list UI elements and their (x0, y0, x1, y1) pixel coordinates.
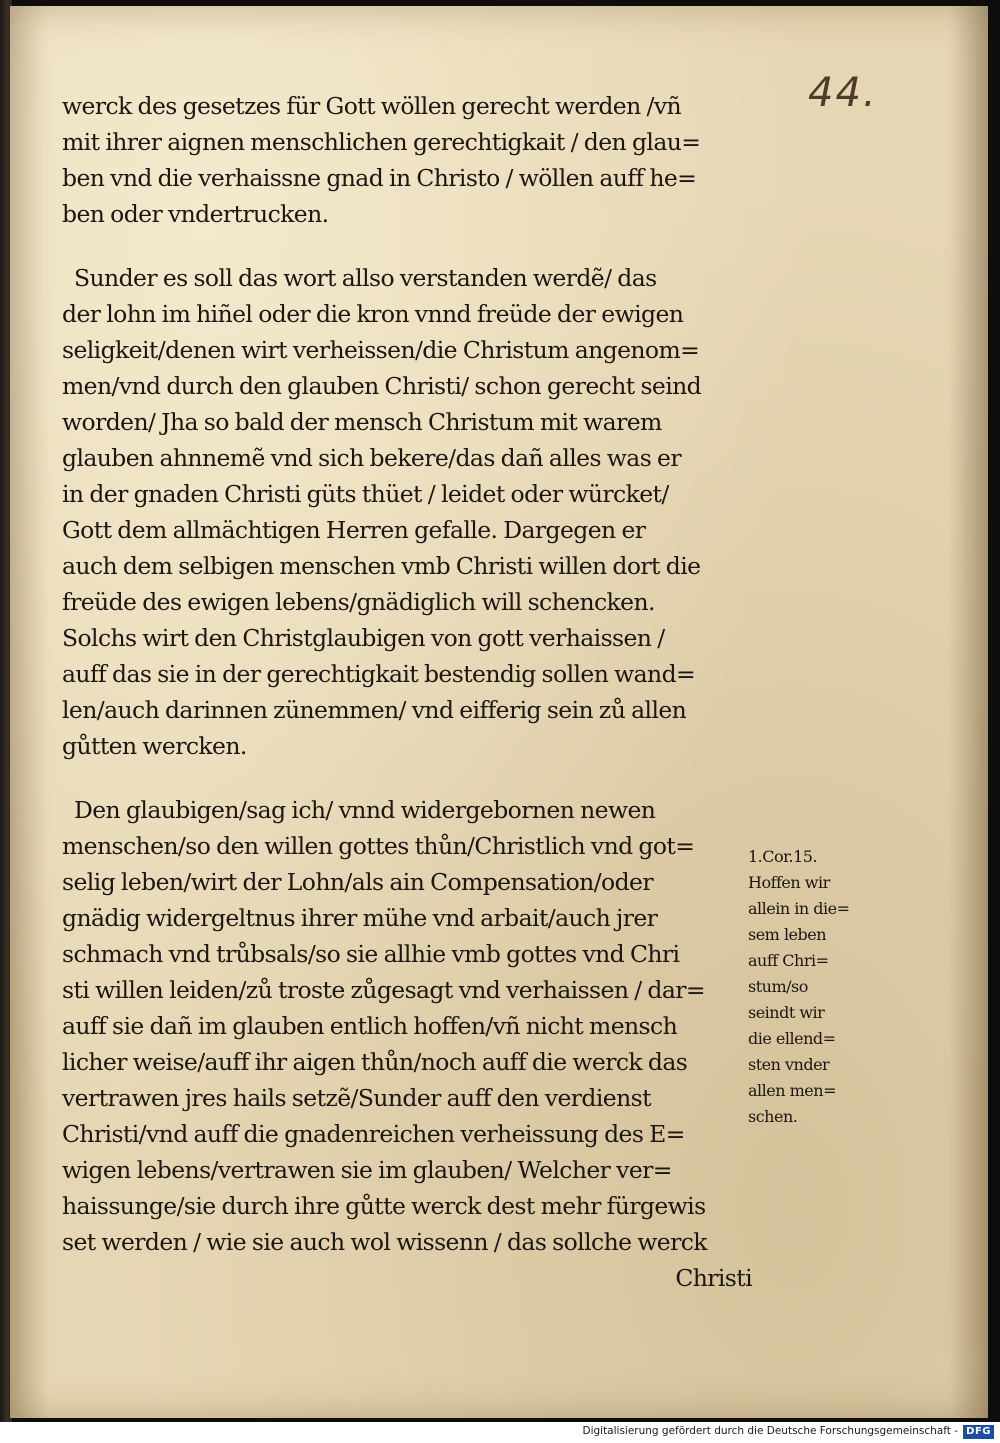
margin-note-line: schen. (748, 1107, 798, 1126)
paragraph (62, 792, 752, 1296)
text-line: freüde des ewigen lebens/gnädiglich will schencken. (62, 588, 655, 616)
text-line: len/auch darinnen zünemmen/ vnd eifferig sein zů allen (62, 696, 687, 724)
text-line: glauben ahnnemẽ vnd sich bekere/das dañ alles was er (62, 444, 681, 472)
margin-note-line: sem leben (748, 925, 827, 944)
text-line: Gott dem allmächtigen Herren gefalle. Dargegen er (62, 516, 646, 544)
margin-note-line: seindt wir (748, 1003, 825, 1022)
text-line: Solchs wirt den Christglaubigen von gott verhaissen / (62, 624, 665, 652)
text-line: auch dem selbigen menschen vmb Christi willen dort die (62, 552, 701, 580)
text-line: Christi/vnd auff die gnadenreichen verheissung des E= (62, 1120, 685, 1148)
book-page (10, 6, 988, 1418)
margin-note-line: allein in die= (748, 899, 850, 918)
paragraph (62, 88, 752, 232)
text-line: selig leben/wirt der Lohn/als ain Compensation/oder (62, 868, 653, 896)
text-line: Den glaubigen/sag ich/ vnnd widergebornen newen (74, 796, 656, 824)
paragraph-gap (62, 764, 752, 792)
text-line: in der gnaden Christi güts thüet / leidet oder würcket/ (62, 480, 669, 508)
margin-note-line: die ellend= (748, 1029, 836, 1048)
text-line: auff das sie in der gerechtigkait bestendig sollen wand= (62, 660, 696, 688)
margin-note (748, 844, 868, 1130)
text-line: auff sie dañ im glauben entlich hoffen/vñ nicht mensch (62, 1012, 678, 1040)
text-line: seligkeit/denen wirt verheissen/die Christum angenom= (62, 336, 700, 364)
text-line: licher weise/auff ihr aigen thůn/noch auff die werck das (62, 1048, 688, 1076)
margin-note-line: stum/so (748, 977, 808, 996)
margin-note-line: sten vnder (748, 1055, 830, 1074)
dfg-logo: DFG (963, 1425, 994, 1439)
text-line: gůtten wercken. (62, 732, 247, 760)
catchword: Christi (675, 1264, 752, 1292)
text-line: gnädig widergeltnus ihrer mühe vnd arbait/auch jrer (62, 904, 658, 932)
text-line: haissunge/sie durch ihre gůtte werck dest mehr fürgewis (62, 1192, 706, 1220)
margin-note-line: Hoffen wir (748, 873, 830, 892)
text-line: men/vnd durch den glauben Christi/ schon gerecht seind (62, 372, 702, 400)
text-line: ben vnd die verhaissne gnad in Christo / wöllen auff he= (62, 164, 697, 192)
text-line: set werden / wie sie auch wol wissenn / das sollche werck (62, 1228, 707, 1256)
paragraph (62, 260, 752, 764)
page-number: 44. (808, 70, 878, 116)
margin-note-line: allen men= (748, 1081, 836, 1100)
footer-credit: Digitalisierung gefördert durch die Deutsche Forschungsgemeinschaft - (582, 1425, 958, 1437)
text-line: ben oder vndertrucken. (62, 200, 329, 228)
margin-note-line: 1.Cor.15. (748, 847, 818, 866)
text-line: worden/ Jha so bald der mensch Christum mit warem (62, 408, 662, 436)
margin-note-line: auff Chri= (748, 951, 829, 970)
text-line: der lohn im hiñel oder die kron vnnd freüde der ewigen (62, 300, 684, 328)
text-line: vertrawen jres hails setzẽ/Sunder auff den verdienst (62, 1084, 651, 1112)
text-line: mit ihrer aignen menschlichen gerechtigkait / den glau= (62, 128, 701, 156)
text-line: werck des gesetzes für Gott wöllen gerecht werden /vñ (62, 92, 682, 120)
paragraph-gap (62, 232, 752, 260)
text-line: menschen/so den willen gottes thůn/Christlich vnd got= (62, 832, 695, 860)
text-line: Sunder es soll das wort allso verstanden werdẽ/ das (74, 264, 657, 292)
text-line: schmach vnd trůbsals/so sie allhie vmb gottes vnd Chri (62, 940, 680, 968)
footer-bar (0, 1422, 1000, 1443)
main-text-block (62, 88, 752, 1296)
text-line: sti willen leiden/zů troste zůgesagt vnd verhaissen / dar= (62, 976, 705, 1004)
text-line: wigen lebens/vertrawen sie im glauben/ Welcher ver= (62, 1156, 672, 1184)
